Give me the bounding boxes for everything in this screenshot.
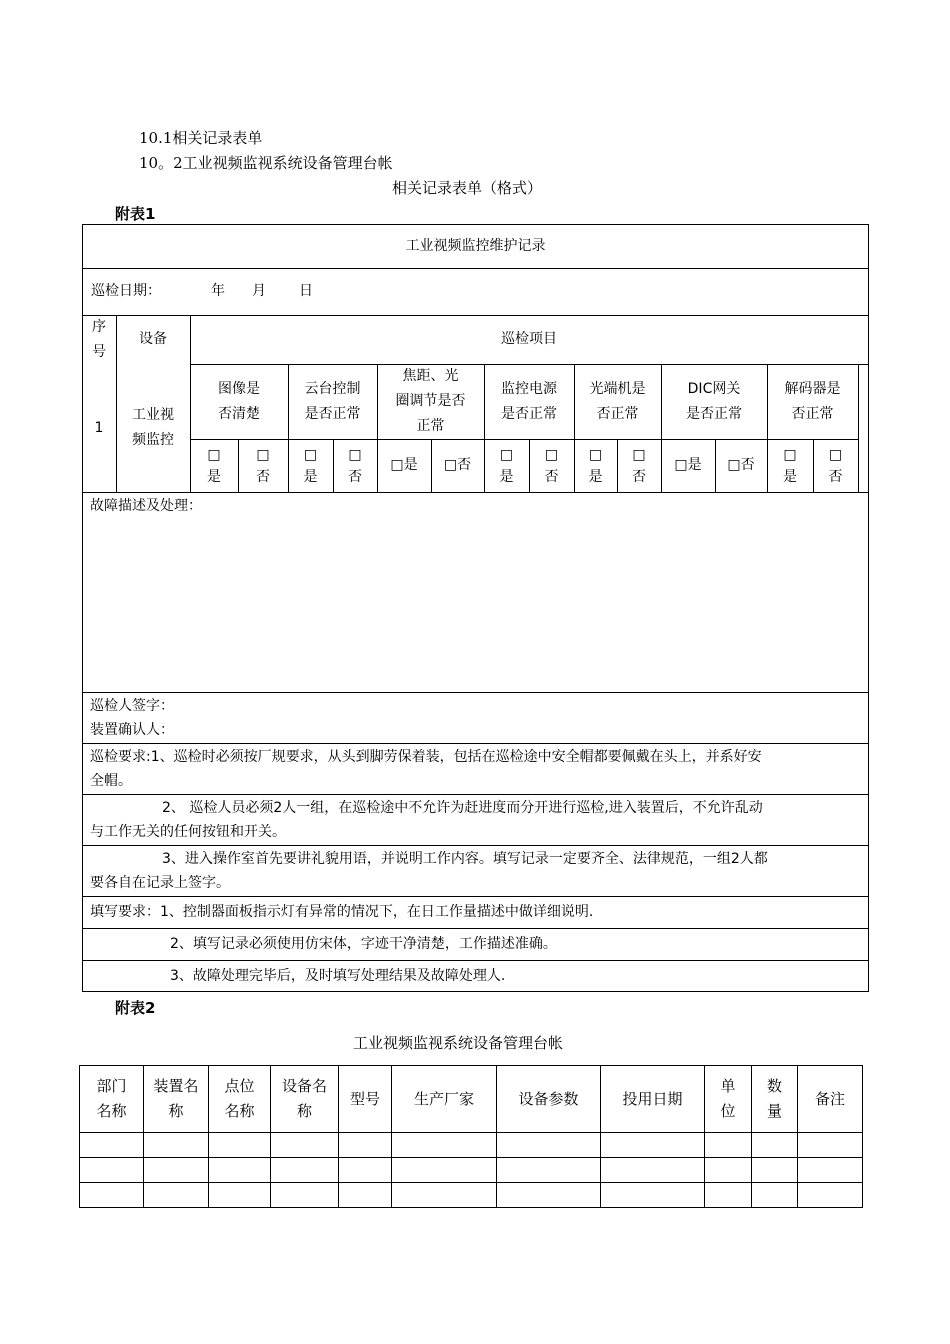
item-label-line: DIC网关 (687, 380, 741, 397)
table-cell[interactable] (601, 1158, 705, 1183)
checkbox-icon[interactable]: □ (632, 446, 646, 463)
col-department (80, 1066, 144, 1133)
col-quantity (752, 1066, 798, 1133)
fault-description-area[interactable] (84, 520, 866, 690)
col-unit (705, 1066, 752, 1133)
check-no[interactable] (238, 439, 288, 492)
row-device (116, 364, 190, 492)
table-cell[interactable] (705, 1133, 752, 1158)
table-cell[interactable] (798, 1158, 863, 1183)
checkbox-icon[interactable]: □ (783, 446, 797, 463)
item-label-line: 云台控制 (304, 380, 361, 397)
fill-requirement-1: 填写要求：1、控制器面板指示灯有异常的情况下，在日工作量描述中做详细说明. (90, 904, 594, 920)
item-label-line: 解码器是 (784, 380, 841, 397)
check-yes[interactable] (484, 439, 529, 492)
date-label: 巡检日期： (91, 283, 161, 299)
rule (82, 794, 868, 795)
table-row (80, 1133, 863, 1158)
requirement-1-line: 巡检要求:1、巡检时必须按厂规要求，从头到脚劳保着装，包括在巡检途中安全帽都要佩戴在头上，并系好安 (90, 749, 762, 765)
table-cell[interactable] (752, 1158, 798, 1183)
header-line: 部门 (96, 1077, 127, 1095)
table-cell[interactable] (705, 1183, 752, 1208)
table-cell[interactable] (209, 1133, 271, 1158)
checkbox-icon[interactable]: □ (303, 446, 318, 463)
seq-header-line: 号 (92, 343, 106, 360)
check-yes[interactable] (574, 439, 617, 492)
table-cell[interactable] (339, 1183, 392, 1208)
row-seq: 1 (94, 419, 104, 436)
check-label: 是 (499, 468, 514, 485)
fault-label: 故障描述及处理： (90, 498, 202, 514)
items-header: 巡检项目 (501, 331, 557, 347)
table-cell[interactable] (80, 1158, 144, 1183)
rule (82, 692, 868, 693)
table-cell[interactable] (752, 1133, 798, 1158)
col-unit-name (144, 1066, 209, 1133)
appendix-2-label: 附表2 (115, 999, 156, 1017)
check-label: 否 (828, 468, 843, 485)
table-cell[interactable] (601, 1183, 705, 1208)
table-row (80, 1158, 863, 1183)
item-label-line: 焦距、光 (402, 368, 459, 384)
header-line: 称 (296, 1102, 312, 1120)
checkbox-icon[interactable]: □ (588, 446, 603, 463)
table-cell[interactable] (798, 1133, 863, 1158)
device-header: 设备 (139, 331, 167, 347)
equipment-ledger-table (79, 1065, 863, 1208)
table-cell[interactable] (339, 1158, 392, 1183)
item-label-line: 否正常 (791, 405, 834, 422)
item-focus-iris (377, 364, 484, 439)
table-cell[interactable] (271, 1133, 339, 1158)
col-remarks: 备注 (798, 1066, 863, 1133)
table-cell[interactable] (752, 1183, 798, 1208)
check-no[interactable] (813, 439, 858, 492)
col-model: 型号 (339, 1066, 392, 1133)
item-monitor-power (484, 364, 574, 439)
table-cell[interactable] (144, 1158, 209, 1183)
check-no[interactable]: □否 (727, 457, 755, 473)
check-label: 是 (207, 468, 221, 485)
row-device-line: 频监控 (132, 432, 174, 448)
date-day-field[interactable]: 日 (299, 283, 313, 299)
check-label: 是 (783, 468, 797, 485)
item-decoder (767, 364, 858, 439)
check-label: 是 (303, 468, 318, 485)
table-cell[interactable] (798, 1183, 863, 1208)
item-label-line: 是否正常 (304, 405, 361, 422)
table-cell[interactable] (497, 1133, 601, 1158)
col-device-name (271, 1066, 339, 1133)
confirm-signature-label: 装置确认人： (90, 722, 174, 738)
check-label: 否 (256, 468, 270, 485)
seq-header-line: 序 (92, 318, 106, 335)
rule (82, 743, 868, 744)
section-heading-10-1: 10.1相关记录表单 (139, 129, 263, 147)
requirement-3-line: 3、进入操作室首先要讲礼貌用语，并说明工作内容。填写记录一定要齐全、法律规范，一组2人都 (162, 851, 768, 867)
header-line: 量 (766, 1102, 782, 1120)
requirement-2-line: 2、 巡检人员必须2人一组，在巡检途中不允许为赶进度而分开进行巡检,进入装置后，不允许乱动 (162, 800, 763, 816)
item-label-line: 光端机是 (589, 380, 646, 397)
header-line: 名称 (224, 1102, 255, 1120)
check-yes[interactable] (190, 439, 238, 492)
item-label-line: 否正常 (596, 405, 639, 422)
requirement-3-line: 要各自在记录上签字。 (90, 875, 230, 891)
table-cell[interactable] (209, 1183, 271, 1208)
item-label-line: 是否正常 (501, 405, 557, 422)
item-label-line: 是否正常 (686, 405, 742, 422)
rule (82, 928, 868, 929)
check-yes[interactable] (767, 439, 813, 492)
form-title: 工业视频监控维护记录 (405, 237, 546, 254)
item-ptz-control (288, 364, 377, 439)
col-parameters: 设备参数 (497, 1066, 601, 1133)
check-no[interactable] (333, 439, 377, 492)
table-cell[interactable] (705, 1158, 752, 1183)
table-cell[interactable] (392, 1133, 497, 1158)
checkbox-icon[interactable]: □ (544, 446, 559, 463)
checkbox-icon[interactable]: □ (499, 446, 514, 463)
header-line: 数 (766, 1077, 782, 1095)
item-label-line: 否清楚 (218, 405, 260, 422)
table-cell[interactable] (601, 1133, 705, 1158)
item-label-line: 图像是 (218, 380, 260, 397)
item-optical-terminal (574, 364, 661, 439)
check-label: 否 (632, 468, 646, 485)
item-dic-gateway (661, 364, 767, 439)
header-line: 单 (720, 1077, 736, 1095)
check-label: 否 (348, 468, 362, 485)
table-cell[interactable] (80, 1133, 144, 1158)
inspector-signature-label: 巡检人签字： (90, 698, 174, 714)
check-yes[interactable]: □是 (674, 457, 702, 473)
checkbox-icon[interactable]: □ (828, 446, 843, 463)
rule (82, 960, 868, 961)
table-cell[interactable] (392, 1158, 497, 1183)
checkbox-icon[interactable]: □ (348, 446, 362, 463)
rule (82, 268, 868, 269)
requirement-1-line: 全帽。 (90, 773, 132, 789)
table-cell[interactable] (392, 1183, 497, 1208)
rule (82, 492, 868, 493)
check-label: 是 (588, 468, 603, 485)
header-line: 装置名 (153, 1077, 199, 1095)
check-no[interactable]: □否 (443, 457, 472, 473)
table-cell[interactable] (271, 1158, 339, 1183)
table-cell[interactable] (144, 1183, 209, 1208)
section-heading-10-2: 10。2工业视频监视系统设备管理台帐 (139, 154, 393, 172)
table-cell[interactable] (209, 1158, 271, 1183)
header-line: 设备名 (281, 1077, 327, 1095)
date-month-field[interactable]: 月 (252, 283, 266, 299)
item-image-clear (190, 364, 288, 439)
header-line: 称 (168, 1102, 184, 1120)
appendix-1-label: 附表1 (115, 205, 156, 223)
col-commission-date: 投用日期 (601, 1066, 705, 1133)
checkbox-icon[interactable]: □ (207, 446, 221, 463)
col-manufacturer: 生产厂家 (392, 1066, 497, 1133)
requirement-2-line: 与工作无关的任何按钮和开关。 (90, 824, 286, 840)
form-caption: 相关记录表单（格式） (392, 179, 543, 197)
check-label: 否 (544, 468, 559, 485)
check-no[interactable] (617, 439, 661, 492)
item-label-line: 圈调节是否 (395, 393, 466, 409)
row-device-line: 工业视 (132, 407, 174, 423)
table-cell[interactable] (497, 1158, 601, 1183)
item-label-line: 监控电源 (501, 380, 557, 397)
check-yes[interactable]: □是 (390, 457, 418, 473)
rule (858, 364, 859, 492)
ledger-title: 工业视频监视系统设备管理台帐 (353, 1034, 564, 1052)
header-line: 名称 (96, 1102, 127, 1120)
rule (82, 896, 868, 897)
header-line: 位 (720, 1102, 736, 1120)
table-cell[interactable] (339, 1133, 392, 1158)
item-label-line: 正常 (416, 418, 445, 434)
ledger-header-row (80, 1066, 863, 1133)
fill-requirement-2: 2、填写记录必须使用仿宋体，字迹干净清楚，工作描述准确。 (170, 936, 557, 952)
date-year-field[interactable]: 年 (211, 283, 225, 299)
checkbox-icon[interactable]: □ (256, 446, 270, 463)
check-no[interactable] (529, 439, 574, 492)
col-point-name (209, 1066, 271, 1133)
fill-requirement-3: 3、故障处理完毕后，及时填写处理结果及故障处理人. (170, 968, 506, 984)
table-cell[interactable] (80, 1183, 144, 1208)
header-line: 点位 (224, 1077, 255, 1095)
table-cell[interactable] (271, 1183, 339, 1208)
check-yes[interactable] (288, 439, 333, 492)
table-cell[interactable] (497, 1183, 601, 1208)
rule (82, 845, 868, 846)
table-cell[interactable] (144, 1133, 209, 1158)
seq-header (82, 315, 116, 364)
table-row (80, 1183, 863, 1208)
